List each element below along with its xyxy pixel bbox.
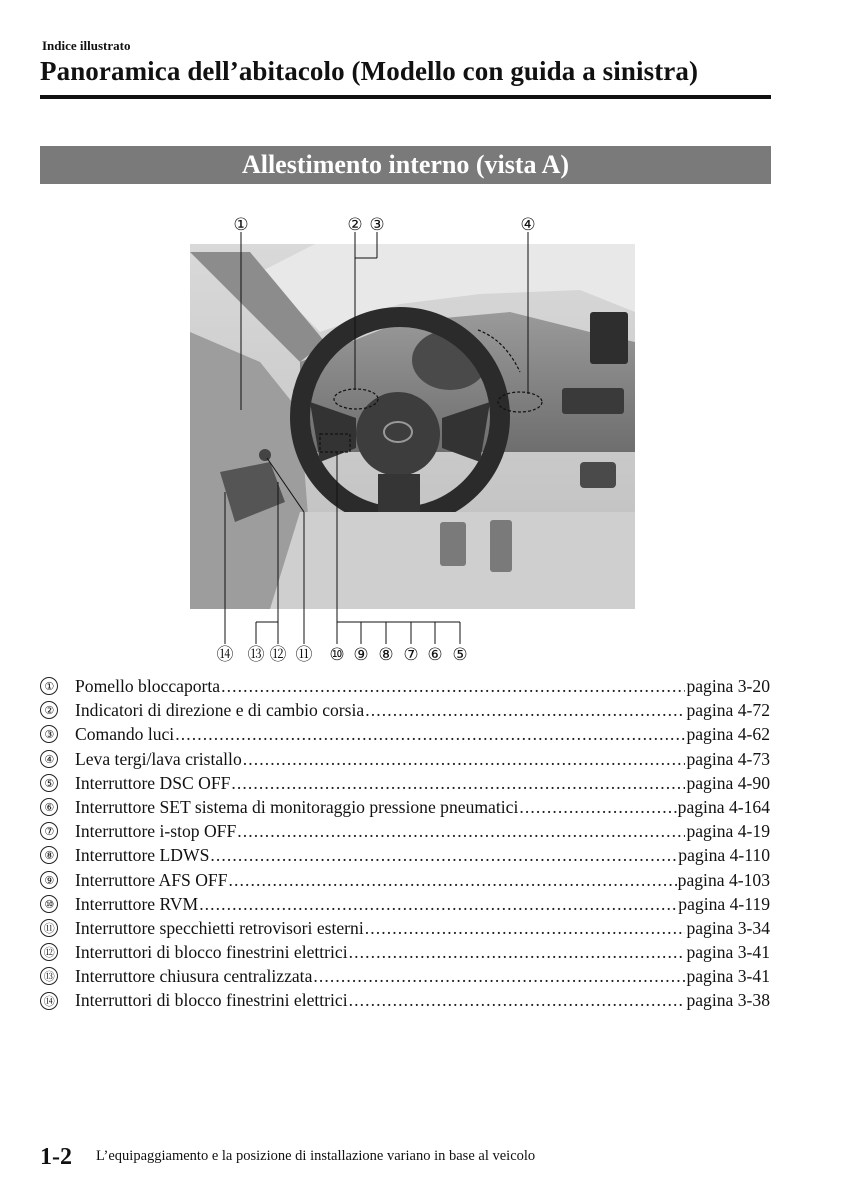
page-reference[interactable]: pagina 4-73 bbox=[686, 748, 770, 769]
item-number: ④ bbox=[40, 750, 58, 768]
list-item bbox=[40, 819, 770, 843]
item-label: Interruttore chiusura centralizzata bbox=[75, 966, 313, 987]
callout-3: ③ bbox=[369, 215, 385, 235]
steering-wheel-hub bbox=[356, 392, 440, 476]
title-rule bbox=[40, 95, 771, 99]
page-reference[interactable]: pagina 4-119 bbox=[678, 893, 770, 914]
item-label: Pomello bloccaporta bbox=[75, 676, 221, 696]
cockpit-drawing bbox=[150, 212, 660, 672]
item-number: ③ bbox=[40, 725, 58, 743]
page-reference[interactable]: pagina 4-72 bbox=[686, 700, 770, 721]
page-title: Panoramica dell’abitacolo (Modello con guida a sinistra) bbox=[40, 56, 699, 86]
item-number: ① bbox=[40, 677, 58, 695]
item-number: ⑨ bbox=[40, 871, 58, 889]
dot-leader bbox=[221, 674, 685, 698]
item-number: ⑥ bbox=[40, 798, 58, 816]
brake-pedal bbox=[440, 522, 466, 566]
item-number: ⑦ bbox=[40, 822, 58, 840]
dot-leader bbox=[231, 771, 685, 795]
item-label: Interruttore RVM bbox=[75, 893, 199, 914]
item-label: Interruttore SET sistema di monitoraggio pressione pneumatici bbox=[75, 796, 519, 817]
item-label: Interruttori di blocco finestrini elettrici bbox=[75, 990, 348, 1011]
list-item bbox=[40, 674, 770, 698]
callout-5: ⑤ bbox=[452, 645, 468, 665]
page-reference[interactable]: pagina 3-41 bbox=[686, 942, 770, 963]
item-label: Leva tergi/lava cristallo bbox=[75, 748, 242, 769]
item-label: Interruttore specchietti retrovisori esterni bbox=[75, 917, 364, 938]
callout-13: ⑬ bbox=[247, 645, 265, 665]
item-label: Interruttore DSC OFF bbox=[75, 772, 231, 793]
list-item bbox=[40, 988, 770, 1012]
center-vent bbox=[562, 388, 624, 414]
page-reference[interactable]: pagina 3-34 bbox=[686, 917, 770, 938]
item-number: ② bbox=[40, 701, 58, 719]
dot-leader bbox=[519, 795, 676, 819]
dot-leader bbox=[349, 988, 686, 1012]
item-label: Comando luci bbox=[75, 724, 175, 745]
dot-leader bbox=[365, 916, 686, 940]
callout-4: ④ bbox=[520, 215, 536, 235]
dot-leader bbox=[237, 819, 685, 843]
page-reference[interactable]: pagina 3-20 bbox=[686, 676, 770, 696]
callout-7: ⑦ bbox=[403, 645, 419, 665]
item-label: Interruttore LDWS bbox=[75, 845, 210, 866]
page-reference[interactable]: pagina 4-164 bbox=[677, 796, 770, 817]
item-number: ⑤ bbox=[40, 774, 58, 792]
item-number: ⑧ bbox=[40, 846, 58, 864]
item-number: ⑫ bbox=[40, 943, 58, 961]
dot-leader bbox=[243, 747, 686, 771]
list-item bbox=[40, 843, 770, 867]
page-number: 1-2 bbox=[40, 1144, 72, 1170]
callout-12: ⑫ bbox=[269, 645, 287, 665]
component-list bbox=[40, 674, 770, 1013]
item-label: Interruttore i-stop OFF bbox=[75, 821, 237, 842]
dot-leader bbox=[199, 892, 677, 916]
page-reference[interactable]: pagina 4-19 bbox=[686, 821, 770, 842]
item-number: ⑩ bbox=[40, 895, 58, 913]
item-number: ⑬ bbox=[40, 967, 58, 985]
list-item bbox=[40, 747, 770, 771]
list-item bbox=[40, 722, 770, 746]
item-number: ⑪ bbox=[40, 919, 58, 937]
item-label: Interruttori di blocco finestrini elettrici bbox=[75, 942, 348, 963]
page-reference[interactable]: pagina 4-62 bbox=[686, 724, 770, 745]
list-item bbox=[40, 868, 770, 892]
section-label: Indice illustrato bbox=[42, 38, 131, 53]
callout-14: ⑭ bbox=[216, 645, 234, 665]
view-banner bbox=[40, 146, 771, 184]
list-item bbox=[40, 892, 770, 916]
center-knob bbox=[580, 462, 616, 488]
list-item bbox=[40, 771, 770, 795]
dot-leader bbox=[175, 722, 685, 746]
page-reference[interactable]: pagina 4-103 bbox=[677, 869, 770, 890]
item-number: ⑭ bbox=[40, 992, 58, 1010]
list-item bbox=[40, 940, 770, 964]
accelerator-pedal bbox=[490, 520, 512, 572]
callout-9: ⑨ bbox=[353, 645, 369, 665]
list-item bbox=[40, 698, 770, 722]
dot-leader bbox=[313, 964, 685, 988]
mirror-switch bbox=[259, 449, 271, 461]
dot-leader bbox=[365, 698, 685, 722]
callout-8: ⑧ bbox=[378, 645, 394, 665]
dot-leader bbox=[349, 940, 686, 964]
view-banner-title: Allestimento interno (vista A) bbox=[241, 150, 570, 179]
callout-11: ⑪ bbox=[295, 645, 313, 665]
page-reference[interactable]: pagina 3-41 bbox=[686, 966, 770, 987]
dot-leader bbox=[210, 843, 677, 867]
callout-10: ⑩ bbox=[329, 645, 345, 665]
footer-note: L’equipaggiamento e la posizione di installazione variano in base al veicolo bbox=[96, 1148, 536, 1164]
dot-leader bbox=[229, 868, 677, 892]
list-item bbox=[40, 916, 770, 940]
page-reference[interactable]: pagina 3-38 bbox=[686, 990, 770, 1011]
item-label: Indicatori di direzione e di cambio corsia bbox=[75, 700, 365, 721]
callout-1: ① bbox=[233, 215, 249, 235]
callout-2: ② bbox=[347, 215, 363, 235]
list-item bbox=[40, 795, 770, 819]
item-label: Interruttore AFS OFF bbox=[75, 869, 228, 890]
page-reference[interactable]: pagina 4-90 bbox=[686, 772, 770, 793]
page-reference[interactable]: pagina 4-110 bbox=[678, 845, 770, 866]
center-display bbox=[590, 312, 628, 364]
cockpit-illustration bbox=[150, 212, 660, 672]
callout-6: ⑥ bbox=[427, 645, 443, 665]
list-item bbox=[40, 964, 770, 988]
